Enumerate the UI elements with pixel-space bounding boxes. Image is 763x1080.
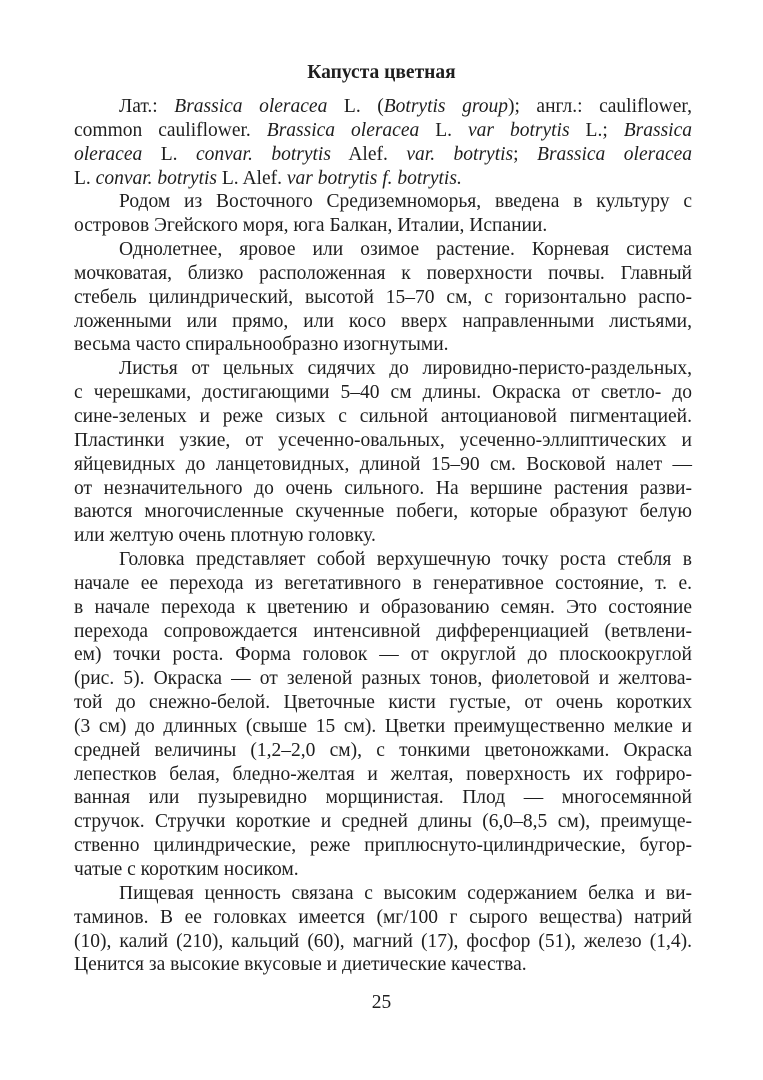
text-line: ложенными или прямо, или косо вверх направленными листьями,	[74, 310, 692, 332]
latin-name: Brassica oleracea	[266, 119, 420, 141]
text-line: (10), калий (210), кальций (60), магний (17), фосфор (51), железо (1,4).	[74, 930, 692, 952]
latin-name: Botrytis group	[383, 96, 508, 117]
text-line: сине-зеленых и реже сизых с сильной антоциановой пигментацией.	[74, 405, 692, 427]
text-segment: ); англ.: cauliflower,	[507, 96, 692, 117]
paragraph-head	[74, 548, 692, 882]
text-line	[74, 119, 692, 143]
text-segment: Лат.:	[119, 96, 175, 117]
text-line: лепестков белая, бледно-желтая и желтая, поверхность их гофриро-	[74, 763, 692, 785]
latin-name: var botrytis f. botrytis.	[286, 167, 462, 189]
text-line: в начале перехода к цветению и образованию семян. Это состояние	[74, 596, 692, 618]
latin-name: Brassica oleracea	[174, 96, 328, 117]
latin-name: oleracea	[74, 143, 143, 165]
text-line: чатые с коротким носиком.	[74, 859, 299, 880]
text-line	[74, 143, 692, 167]
text-line	[74, 95, 692, 119]
page-title: Капуста цветная	[307, 62, 456, 83]
text-line: мочковатая, близко расположенная к поверхности почвы. Главный	[74, 262, 692, 284]
latin-name: convar. botrytis	[95, 167, 217, 189]
text-line: перехода сопровождается интенсивной дифференциацией (ветвлени-	[74, 620, 692, 642]
text-segment: L.	[74, 167, 96, 189]
text-line: или желтую очень плотную головку.	[74, 525, 376, 547]
text-line: (рис. 5). Окраска — от зеленой разных тонов, фиолетовой и желтова-	[74, 668, 692, 690]
text-line: с черешками, достигающими 5–40 см длины. Окраска от светло- до	[74, 382, 692, 404]
text-line: ственно цилиндрические, реже приплюснуто-цилиндрические, бугор-	[74, 835, 692, 857]
paragraph-nomenclature	[74, 95, 692, 190]
latin-name: var. botrytis	[406, 143, 514, 165]
text-line: ванная или пузыревидно морщинистая. Плод — многосемянной	[74, 787, 692, 809]
latin-name: convar. botrytis	[196, 143, 331, 165]
text-line: (3 см) до длинных (свыше 15 см). Цветки преимущественно мелкие и	[74, 715, 692, 737]
text-line: яйцевидных до ланцетовидных, длиной 15–90 см. Восковой налет —	[74, 453, 692, 475]
text-segment: ;	[513, 143, 538, 165]
text-line: той до снежно-белой. Цветочные кисти густые, от очень коротких	[74, 692, 692, 714]
latin-name: Brassica oleracea	[537, 143, 693, 165]
text-line: Родом из Восточного Средиземноморья, введена в культуру с	[119, 191, 692, 213]
text-segment: L.	[142, 143, 196, 165]
paragraph-nutrition	[74, 882, 692, 977]
text-segment: L. Alef.	[217, 167, 287, 189]
text-line: таминов. В ее головках имеется (мг/100 г сырого вещества) натрий	[74, 906, 692, 928]
text-line: островов Эгейского моря, юга Балкан, Италии, Испании.	[74, 215, 548, 237]
latin-name: Brassica	[623, 119, 692, 141]
text-line: средней величины (1,2–2,0 см), с тонкими цветоножками. Окраска	[74, 739, 692, 761]
text-segment: L.	[419, 119, 468, 141]
text-line: Головка представляет собой верхушечную точку роста стебля в	[119, 549, 692, 571]
text-line: от незначительного до очень сильного. На вершине растения разви-	[74, 477, 692, 499]
text-line: Ценится за высокие вкусовые и диетические качества.	[74, 954, 527, 976]
text-line: стебель цилиндрический, высотой 15–70 см, с горизонтально распо-	[74, 286, 692, 308]
page-number: 25	[371, 992, 392, 1013]
paragraph-plant	[74, 238, 692, 357]
text-segment: L.;	[569, 119, 624, 141]
text-line: Пластинки узкие, от усеченно-овальных, усеченно-эллиптических и	[74, 429, 692, 451]
paragraph-leaves	[74, 357, 692, 548]
text-line: Однолетнее, яровое или озимое растение. Корневая система	[119, 239, 692, 261]
text-line	[74, 167, 692, 191]
text-line: Пищевая ценность связана с высоким содержанием белка и ви-	[119, 882, 692, 904]
text-line: начале ее перехода из вегетативного в генеративное состояние, т. е.	[74, 572, 692, 594]
text-segment: common cauliflower.	[74, 119, 267, 141]
text-line: стручок. Стручки короткие и средней длины (6,0–8,5 см), преимуще-	[74, 811, 692, 833]
text-line: ем) точки роста. Форма головок — от округлой до плоскоокруглой	[74, 644, 692, 666]
text-segment: L. (	[327, 96, 384, 117]
page-body	[74, 95, 692, 977]
text-line: Листья от цельных сидячих до лировидно-перисто-раздельных,	[119, 358, 692, 380]
paragraph-origin	[74, 190, 692, 238]
text-line: весьма часто спиральнообразно изогнутыми.	[74, 334, 449, 356]
latin-name: var botrytis	[468, 119, 570, 141]
text-line: ваются многочисленные скученные побеги, которые образуют белую	[74, 501, 692, 523]
text-segment: Alef.	[330, 143, 407, 165]
